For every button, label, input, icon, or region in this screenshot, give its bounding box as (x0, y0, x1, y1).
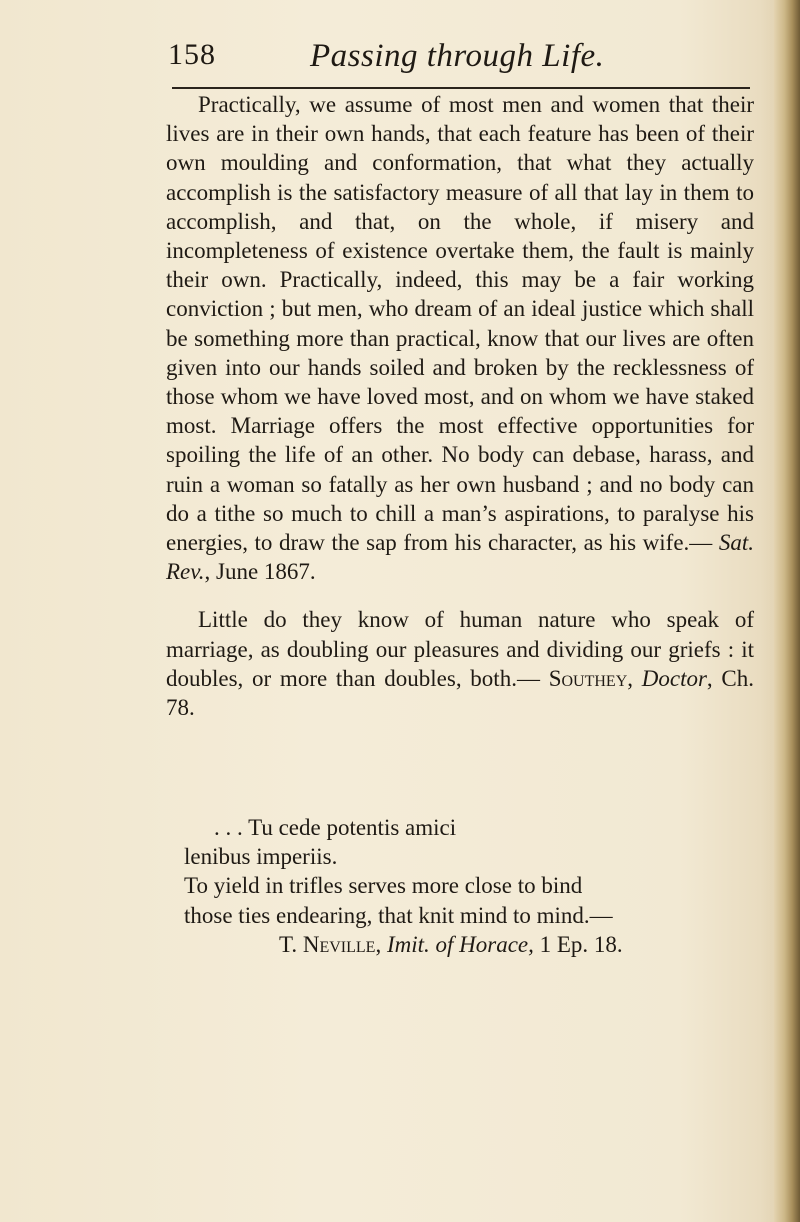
verse-quotation (166, 813, 754, 959)
paragraph-southey-quote (166, 605, 754, 722)
paragraph-1-text: Practically, we assume of most men and women that their lives are in their own hands, that each feature has been of their own moulding and conformation, that what they actually accomplish is the satisfactory measure of all that lay in them to accomplish, and that, on the whole, if misery and incompleteness of existence overtake them, the fault is mainly their own. Practically, indeed, this may be a fair working conviction ; but men, who dream of an ideal justice which shall be something more than practical, know that our lives are often given into our hands soiled and broken by the recklessness of those whom we have loved most, and on whom we have staked most. Marriage offers the most effective opportunities for spoiling the life of an other. No body can debase, harass, and ruin a woman so fatally as her own husband ; and no body can do a tithe so much to chill a man’s aspirations, to paralyse his energies, to draw the sap from his character, as his wife.— (166, 92, 754, 556)
citation-work: Doctor (641, 665, 707, 691)
page-number: 158 (168, 38, 216, 71)
citation-separator: , (627, 665, 642, 691)
paragraph-marriage-saturday-review (166, 90, 754, 586)
header-rule (172, 87, 750, 89)
citation-date: , June 1867. (204, 559, 316, 585)
page-header (168, 38, 750, 88)
page-binding-edge (774, 0, 800, 1222)
citation-reference: , Ch. 78. (166, 665, 755, 721)
verse-attribution-separator: , (375, 931, 387, 957)
verse-attribution-author: T. Neville (279, 931, 376, 957)
verse-attribution (166, 930, 754, 959)
citation-author: Southey (548, 665, 628, 691)
verse-attribution-work: Imit. of Horace, (386, 931, 534, 957)
verse-line-latin-1: . . . Tu cede potentis amici (214, 815, 457, 840)
verse-line-latin-2: lenibus imperiis. (184, 844, 338, 870)
running-title: Passing through Life. (310, 38, 605, 74)
body-text (166, 90, 754, 722)
verse-line-english-1: To yield in trifles serves more close to bind (184, 873, 583, 899)
paragraph-2-text: Little do they know of human nature who speak of marriage, as doubling our pleasures and dividing our griefs : it doubles, or more than doubles, both.— (166, 607, 754, 691)
verse-line-english-2: those ties endearing, that knit mind to mind.— (184, 902, 613, 928)
citation-source: Sat. Rev. (166, 530, 754, 585)
verse-attribution-reference: 1 Ep. 18. (533, 931, 623, 957)
